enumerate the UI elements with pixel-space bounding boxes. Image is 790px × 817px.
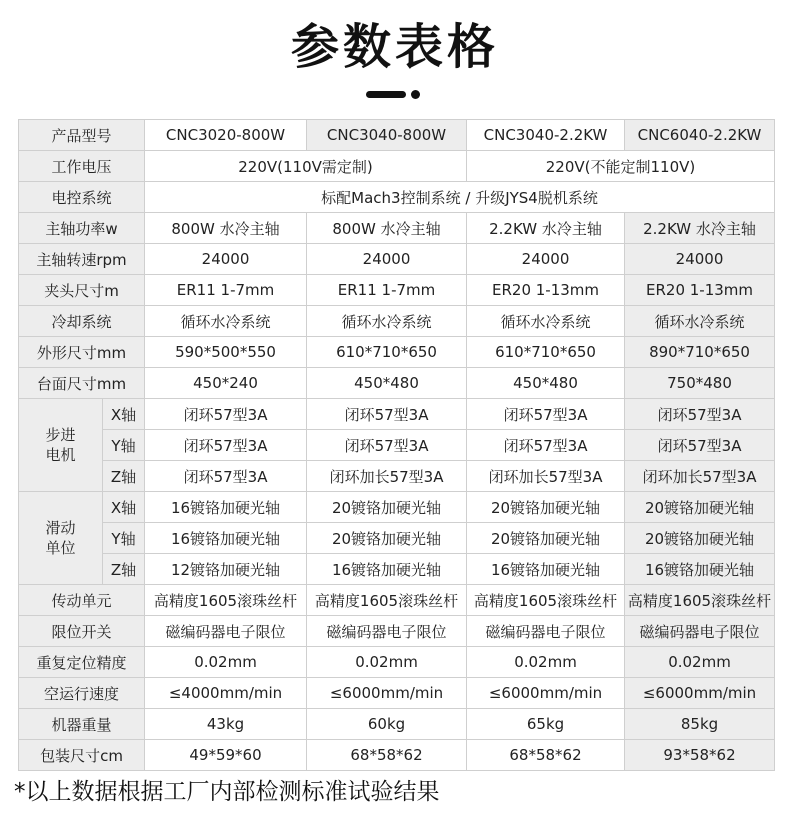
- page-title: 参数表格: [290, 19, 499, 75]
- value-cell: 高精度1605滚珠丝杆: [467, 585, 625, 616]
- value-cell: 闭环57型3A: [625, 399, 775, 430]
- value-cell: 磁编码器电子限位: [145, 616, 307, 647]
- value-cell: 24000: [625, 244, 775, 275]
- value-cell: 循环水冷系统: [145, 306, 307, 337]
- value-cell: 闭环加长57型3A: [307, 461, 467, 492]
- row-label: 主轴功率w: [19, 213, 145, 244]
- value-cell: 68*58*62: [307, 740, 467, 771]
- value-cell: 590*500*550: [145, 337, 307, 368]
- value-cell: 16镀铬加硬光轴: [145, 492, 307, 523]
- value-cell: 890*710*650: [625, 337, 775, 368]
- model-header-cell: CNC3040-2.2KW: [467, 120, 625, 151]
- value-cell: 60kg: [307, 709, 467, 740]
- value-cell: 循环水冷系统: [467, 306, 625, 337]
- model-header-cell: CNC6040-2.2KW: [625, 120, 775, 151]
- value-cell: 220V(110V需定制): [145, 151, 467, 182]
- value-cell: 85kg: [625, 709, 775, 740]
- row-label: 产品型号: [19, 120, 145, 151]
- value-cell: 磁编码器电子限位: [307, 616, 467, 647]
- axis-label: Y轴: [103, 523, 145, 554]
- value-cell: 16镀铬加硬光轴: [467, 554, 625, 585]
- value-cell: 高精度1605滚珠丝杆: [307, 585, 467, 616]
- row-label: 夹头尺寸m: [19, 275, 145, 306]
- value-cell: 49*59*60: [145, 740, 307, 771]
- row-label: 包装尺寸cm: [19, 740, 145, 771]
- row-control: [19, 182, 775, 213]
- value-cell: 24000: [467, 244, 625, 275]
- value-cell: ER11 1-7mm: [145, 275, 307, 306]
- value-cell: 闭环57型3A: [467, 430, 625, 461]
- value-cell: 高精度1605滚珠丝杆: [145, 585, 307, 616]
- axis-label: Y轴: [103, 430, 145, 461]
- value-cell: 20镀铬加硬光轴: [467, 523, 625, 554]
- value-cell: 循环水冷系统: [307, 306, 467, 337]
- value-cell: 闭环57型3A: [467, 399, 625, 430]
- value-cell: 磁编码器电子限位: [625, 616, 775, 647]
- value-cell: 闭环57型3A: [307, 399, 467, 430]
- row-idle-speed: [19, 678, 775, 709]
- value-cell: 0.02mm: [145, 647, 307, 678]
- value-cell: 磁编码器电子限位: [467, 616, 625, 647]
- value-cell: 16镀铬加硬光轴: [625, 554, 775, 585]
- value-cell: 高精度1605滚珠丝杆: [625, 585, 775, 616]
- value-cell: 标配Mach3控制系统 / 升级JYS4脱机系统: [145, 182, 775, 213]
- value-cell: 闭环57型3A: [145, 430, 307, 461]
- value-cell: 68*58*62: [467, 740, 625, 771]
- value-cell: 20镀铬加硬光轴: [307, 492, 467, 523]
- underline-bar: [366, 91, 406, 98]
- value-cell: 2.2KW 水冷主轴: [625, 213, 775, 244]
- value-cell: 循环水冷系统: [625, 306, 775, 337]
- value-cell: 0.02mm: [307, 647, 467, 678]
- axis-label: Z轴: [103, 461, 145, 492]
- value-cell: 0.02mm: [467, 647, 625, 678]
- stepper-group-label: 步进 电机: [19, 399, 103, 492]
- row-label: 电控系统: [19, 182, 145, 213]
- row-label: 外形尺寸mm: [19, 337, 145, 368]
- underline-dot: [411, 90, 420, 99]
- value-cell: 24000: [145, 244, 307, 275]
- model-header-cell: CNC3020-800W: [145, 120, 307, 151]
- title-underline-decoration: [366, 90, 426, 100]
- value-cell: 93*58*62: [625, 740, 775, 771]
- value-cell: 16镀铬加硬光轴: [145, 523, 307, 554]
- row-stepper-0: [19, 399, 775, 430]
- value-cell: 闭环57型3A: [145, 399, 307, 430]
- value-cell: 24000: [307, 244, 467, 275]
- value-cell: ≤6000mm/min: [307, 678, 467, 709]
- row-transmission: [19, 585, 775, 616]
- value-cell: 43kg: [145, 709, 307, 740]
- value-cell: ≤6000mm/min: [625, 678, 775, 709]
- axis-label: Z轴: [103, 554, 145, 585]
- value-cell: ER20 1-13mm: [625, 275, 775, 306]
- model-header-cell: CNC3040-800W: [307, 120, 467, 151]
- row-collet: [19, 275, 775, 306]
- value-cell: 750*480: [625, 368, 775, 399]
- value-cell: 450*480: [307, 368, 467, 399]
- value-cell: 0.02mm: [625, 647, 775, 678]
- value-cell: 闭环57型3A: [625, 430, 775, 461]
- value-cell: ER11 1-7mm: [307, 275, 467, 306]
- value-cell: 闭环57型3A: [145, 461, 307, 492]
- row-label: 空运行速度: [19, 678, 145, 709]
- value-cell: 450*480: [467, 368, 625, 399]
- row-label: 传动单元: [19, 585, 145, 616]
- row-label: 主轴转速rpm: [19, 244, 145, 275]
- value-cell: 12镀铬加硬光轴: [145, 554, 307, 585]
- row-slide-0: [19, 492, 775, 523]
- value-cell: 闭环加长57型3A: [625, 461, 775, 492]
- row-spindle-power: [19, 213, 775, 244]
- row-spindle-speed: [19, 244, 775, 275]
- spec-table: [18, 119, 775, 771]
- value-cell: 610*710*650: [467, 337, 625, 368]
- axis-label: X轴: [103, 492, 145, 523]
- row-label: 冷却系统: [19, 306, 145, 337]
- row-label: 限位开关: [19, 616, 145, 647]
- value-cell: 800W 水冷主轴: [145, 213, 307, 244]
- axis-label: X轴: [103, 399, 145, 430]
- value-cell: ≤4000mm/min: [145, 678, 307, 709]
- value-cell: 20镀铬加硬光轴: [625, 492, 775, 523]
- footnote: *以上数据根据工厂内部检测标准试验结果: [14, 779, 440, 805]
- row-label: 台面尺寸mm: [19, 368, 145, 399]
- value-cell: 800W 水冷主轴: [307, 213, 467, 244]
- row-label: 机器重量: [19, 709, 145, 740]
- row-label: 重复定位精度: [19, 647, 145, 678]
- row-model: [19, 120, 775, 151]
- value-cell: 16镀铬加硬光轴: [307, 554, 467, 585]
- row-dimensions: [19, 337, 775, 368]
- value-cell: 20镀铬加硬光轴: [625, 523, 775, 554]
- row-slide-1: [19, 523, 775, 554]
- row-package: [19, 740, 775, 771]
- spec-table-body: [19, 120, 775, 771]
- row-stepper-1: [19, 430, 775, 461]
- row-voltage: [19, 151, 775, 182]
- value-cell: 闭环加长57型3A: [467, 461, 625, 492]
- value-cell: 65kg: [467, 709, 625, 740]
- value-cell: ER20 1-13mm: [467, 275, 625, 306]
- value-cell: 2.2KW 水冷主轴: [467, 213, 625, 244]
- value-cell: 20镀铬加硬光轴: [307, 523, 467, 554]
- row-stepper-2: [19, 461, 775, 492]
- value-cell: 450*240: [145, 368, 307, 399]
- row-limit-switch: [19, 616, 775, 647]
- slide-group-label: 滑动 单位: [19, 492, 103, 585]
- value-cell: 20镀铬加硬光轴: [467, 492, 625, 523]
- value-cell: 610*710*650: [307, 337, 467, 368]
- row-repeat-accuracy: [19, 647, 775, 678]
- row-table-size: [19, 368, 775, 399]
- row-slide-2: [19, 554, 775, 585]
- row-weight: [19, 709, 775, 740]
- row-cooling: [19, 306, 775, 337]
- value-cell: 220V(不能定制110V): [467, 151, 775, 182]
- value-cell: 闭环57型3A: [307, 430, 467, 461]
- value-cell: ≤6000mm/min: [467, 678, 625, 709]
- row-label: 工作电压: [19, 151, 145, 182]
